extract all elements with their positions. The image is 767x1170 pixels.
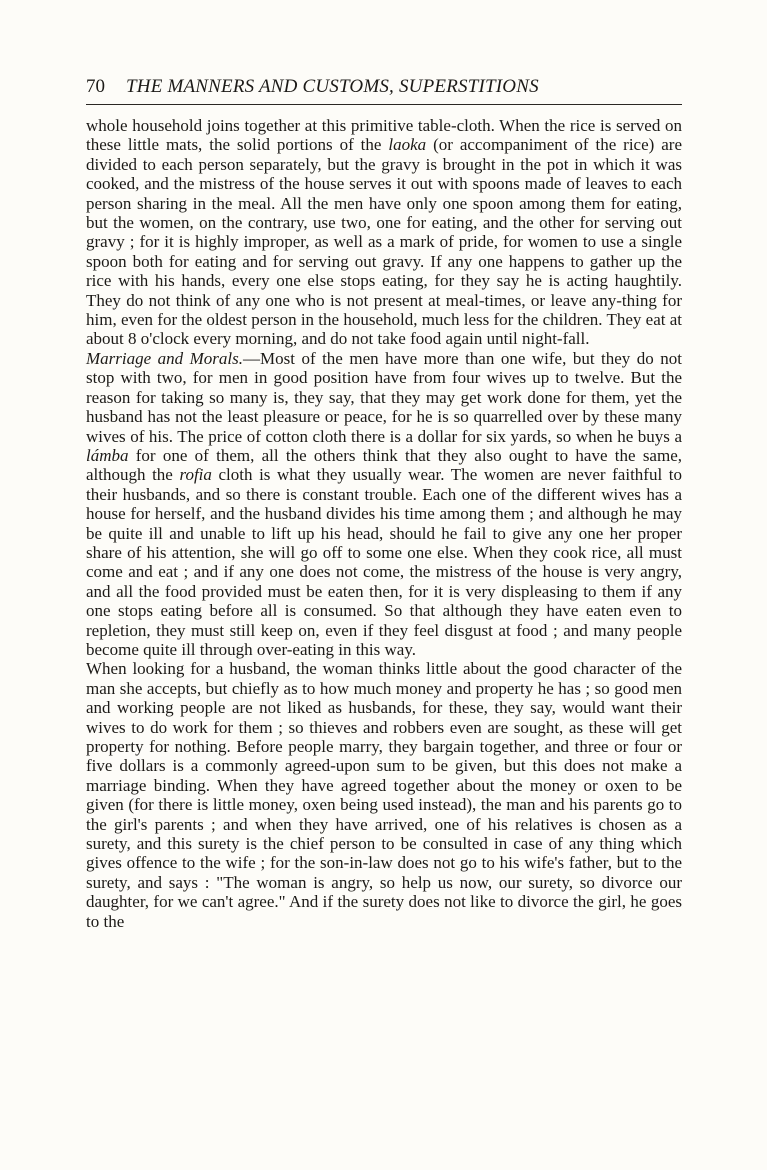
paragraph-1 <box>86 116 682 349</box>
header-rule <box>86 104 682 105</box>
text-span: (or accompaniment of the rice) are divided to each person separately, but the gravy is brought in the pot in which it was cooked, and the mistress of the house serves it out with spoons made of leaves to each person sharing in the meal. All the men have only one spoon among them for eating, but the women, on the contrary, use two, one for eating, and the other for serving out gravy ; for it is highly improper, as well as a mark of pride, for women to use a single spoon both for eating and for serving out gravy. If any one happens to gather up the rice with his hands, every one else stops eating, for they say he is acting haughtily. They do not think of any one who is not present at meal-times, or leave any-thing for him, even for the oldest person in the household, much less for the children. They eat at about 8 o'clock every morning, and do not take food again until night-fall. <box>86 135 682 349</box>
text-span: When looking for a husband, the woman thinks little about the good character of the man she accepts, but chiefly as to how much money and property he has ; so good men and working people are not liked as husbands, for these, they say, would want their wives to do work for them ; so thieves and robbers even are sought, as these will get property for nothing. Before people marry, they bargain together, and three or four or five dollars is a commonly agreed-upon sum to be given, but this does not make a marriage binding. When they have agreed together about the money or oxen to be given (for there is little money, oxen being used instead), the man and his parents go to the girl's parents ; and when they have arrived, one of his relatives is chosen as a surety, and this surety is the chief person to be consulted in case of any thing which gives offence to the wife ; for the son-in-law does not go to his wife's father, but to the surety, and says : "The woman is angry, so help us now, our surety, so divorce our daughter, for we can't agree." And if the surety does not like to divorce the girl, he goes to the <box>86 659 682 931</box>
page-header <box>86 76 682 98</box>
text-span: whole household joins together at this primitive table-cloth. When the rice is served on these little mats, the solid portions of the <box>86 116 682 155</box>
paragraph-3 <box>86 659 682 931</box>
paragraph-2 <box>86 349 682 660</box>
text-span: —Most of the men have more than one wife, but they do not stop with two, for men in good position have from four wives up to twelve. But the reason for taking so many is, they say, that they may get work done for them, yet the husband has not the least pleasure or peace, for he is so quarrelled over by these many wives of his. The price of cotton cloth there is a dollar for six yards, so when he buys a <box>86 348 682 446</box>
section-heading-marriage-and-morals: Marriage and Morals. <box>86 348 243 368</box>
text-span: for one of them, all the others think that they also ought to have the same, although the <box>86 445 682 485</box>
italic-term-rofia: rofia <box>179 465 212 485</box>
italic-term-laoka: laoka <box>388 135 427 155</box>
running-title: THE MANNERS AND CUSTOMS, SUPERSTITIONS <box>126 76 539 97</box>
page-number: 70 <box>86 76 105 97</box>
body-text <box>86 116 682 931</box>
italic-term-lamba: lámba <box>86 445 129 465</box>
text-span: cloth is what they usually wear. The women are never faithful to their husbands, and so there is constant trouble. Each one of the different wives has a house for herself, and the husband divides his time among them ; and although he may be quite ill and unable to lift up his head, should he fail to give any one her proper share of his attention, she will go off to some one else. When they cook rice, all must come and eat ; and if any one does not come, the mistress of the house is very angry, and all the food provided must be eaten then, for it is very displeasing to them if any one stops eating before all is consumed. So that although they have eaten even to repletion, they must still keep on, even if they feel disgust at food ; and many people become quite ill through over-eating in this way. <box>86 465 683 659</box>
